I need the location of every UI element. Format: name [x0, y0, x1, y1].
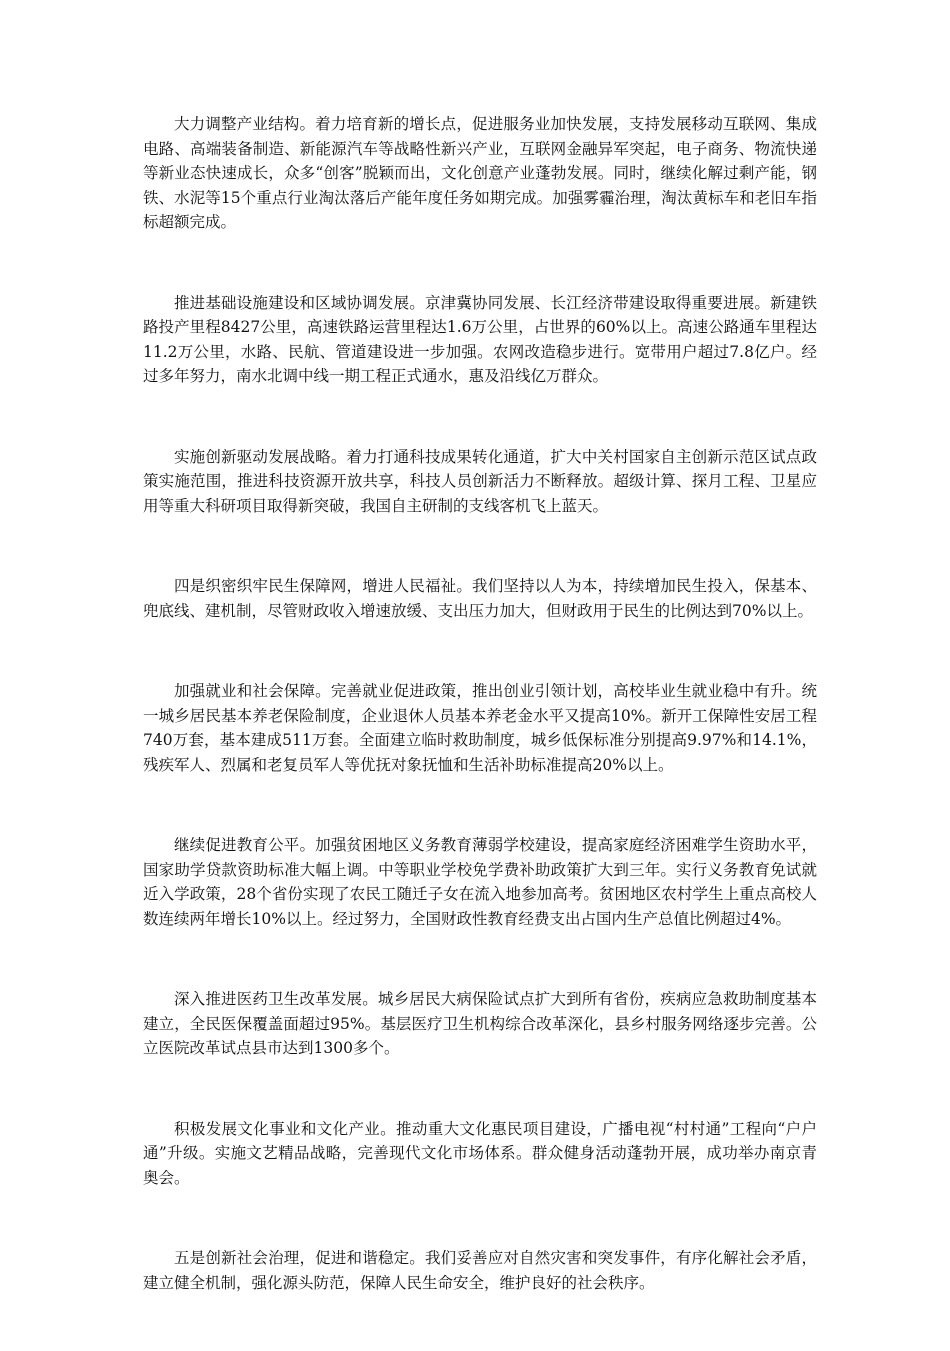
paragraph-education: 继续促进教育公平。加强贫困地区义务教育薄弱学校建设，提高家庭经济困难学生资助水平，国家助学贷款资助标准大幅上调。中等职业学校免学费补助政策扩大到三年。实行义务教育免试就近入学政策，28个省份实现了农民工随迁子女在流入地参加高考。贫困地区农村学生上重点高校人数连续两年增长10%以上。经过努力，全国财政性教育经费支出占国内生产总值比例超过4%。 — [143, 836, 817, 928]
paragraph-employment: 加强就业和社会保障。完善就业促进政策，推出创业引领计划，高校毕业生就业稳中有升。统一城乡居民基本养老保险制度，企业退休人员基本养老金水平又提高10%。新开工保障性安居工程740万套，基本建成511万套。全面建立临时救助制度，城乡低保标准分别提高9.97%和14.1%，残疾军人、烈属和老复员军人等优抚对象抚恤和生活补助标准提高20%以上。 — [143, 682, 817, 774]
paragraph-infrastructure: 推进基础设施建设和区域协调发展。京津冀协同发展、长江经济带建设取得重要进展。新建铁路投产里程8427公里，高速铁路运营里程达1.6万公里，占世界的60%以上。高速公路通车里程达11.2万公里，水路、民航、管道建设进一步加强。农网改造稳步进行。宽带用户超过7.8亿户。经过多年努力，南水北调中线一期工程正式通水，惠及沿线亿万群众。 — [143, 293, 817, 385]
paragraph-innovation: 实施创新驱动发展战略。着力打通科技成果转化通道，扩大中关村国家自主创新示范区试点政策实施范围，推进科技资源开放共享，科技人员创新活力不断释放。超级计算、探月工程、卫星应用等重大科研项目取得新突破，我国自主研制的支线客机飞上蓝天。 — [143, 447, 817, 515]
paragraph-healthcare: 深入推进医药卫生改革发展。城乡居民大病保险试点扩大到所有省份，疾病应急救助制度基本建立，全民医保覆盖面超过95%。基层医疗卫生机构综合改革深化，县乡村服务网络逐步完善。公立医院改革试点县市达到1300多个。 — [143, 990, 817, 1057]
paragraph-culture: 积极发展文化事业和文化产业。推动重大文化惠民项目建设，广播电视“村村通”工程向“户户通”升级。实施文艺精品战略，完善现代文化市场体系。群众健身活动蓬勃开展，成功举办南京青奥会。 — [143, 1119, 817, 1187]
paragraph-industrial-structure: 大力调整产业结构。着力培育新的增长点，促进服务业加快发展，支持发展移动互联网、集成电路、高端装备制造、新能源汽车等战略性新兴产业，互联网金融异军突起，电子商务、物流快递等新业态快速成长，众多“创客”脱颖而出，文化创意产业蓬勃发展。同时，继续化解过剩产能，钢铁、水泥等15个重点行业淘汰落后产能年度任务如期完成。加强雾霾治理，淘汰黄标车和老旧车指标超额完成。 — [143, 115, 817, 231]
paragraph-livelihood: 四是织密织牢民生保障网，增进人民福祉。我们坚持以人为本，持续增加民生投入，保基本、兜底线、建机制，尽管财政收入增速放缓、支出压力加大，但财政用于民生的比例达到70%以上。 — [143, 577, 817, 620]
paragraph-social-governance: 五是创新社会治理，促进和谐稳定。我们妥善应对自然灾害和突发事件，有序化解社会矛盾，建立健全机制，强化源头防范，保障人民生命安全，维护良好的社会秩序。 — [143, 1249, 817, 1292]
document-body — [143, 112, 817, 1351]
